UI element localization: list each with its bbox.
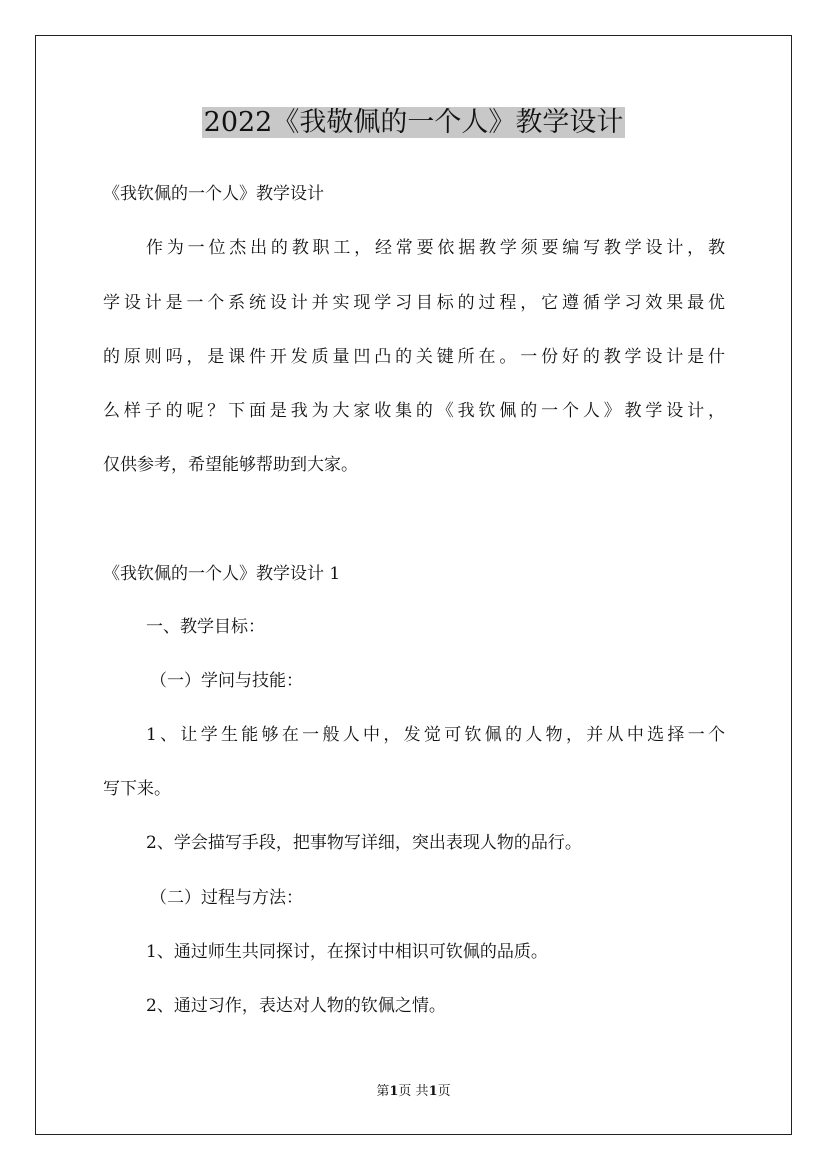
item-process-1: 1、通过师生共同探讨，在探讨中相识可钦佩的品质。: [146, 942, 548, 962]
item-knowledge-1-line-2: 写下来。: [103, 779, 171, 799]
document-title-text: 2022《我敬佩的一个人》教学设计: [203, 107, 624, 138]
footer-prefix: 第: [376, 1084, 390, 1099]
footer-mid: 页 共: [398, 1084, 429, 1099]
intro-line-3: 的原则吗，是课件开发质量凹凸的关键所在。一份好的教学设计是什: [103, 347, 725, 367]
heading-goals: 一、教学目标：: [146, 617, 265, 637]
footer-page-total: 1: [428, 1084, 438, 1099]
subtitle: 《我钦佩的一个人》教学设计: [103, 184, 324, 204]
subheading-knowledge: （一）学问与技能：: [150, 671, 303, 691]
page-footer: [0, 1082, 827, 1102]
footer-page-current: 1: [389, 1084, 399, 1099]
intro-line-1: 作为一位杰出的教职工，经常要依据教学须要编写教学设计，教: [146, 238, 725, 258]
item-knowledge-1-line-1: 1、让学生能够在一般人中，发觉可钦佩的人物，并从中选择一个: [146, 725, 725, 745]
document-title: [0, 100, 827, 146]
subheading-process: （二）过程与方法：: [150, 888, 303, 908]
intro-line-5: 仅供参考，希望能够帮助到大家。: [103, 455, 358, 475]
item-knowledge-2: 2、学会描写手段，把事物写详细，突出表现人物的品行。: [146, 833, 582, 853]
footer-suffix: 页: [437, 1084, 451, 1099]
intro-line-4: 么样子的呢？下面是我为大家收集的《我钦佩的一个人》教学设计，: [103, 401, 725, 421]
section-title: 《我钦佩的一个人》教学设计 1: [103, 564, 341, 584]
item-process-2: 2、通过习作，表达对人物的钦佩之情。: [146, 996, 446, 1016]
intro-line-2: 学设计是一个系统设计并实现学习目标的过程，它遵循学习效果最优: [103, 293, 725, 313]
